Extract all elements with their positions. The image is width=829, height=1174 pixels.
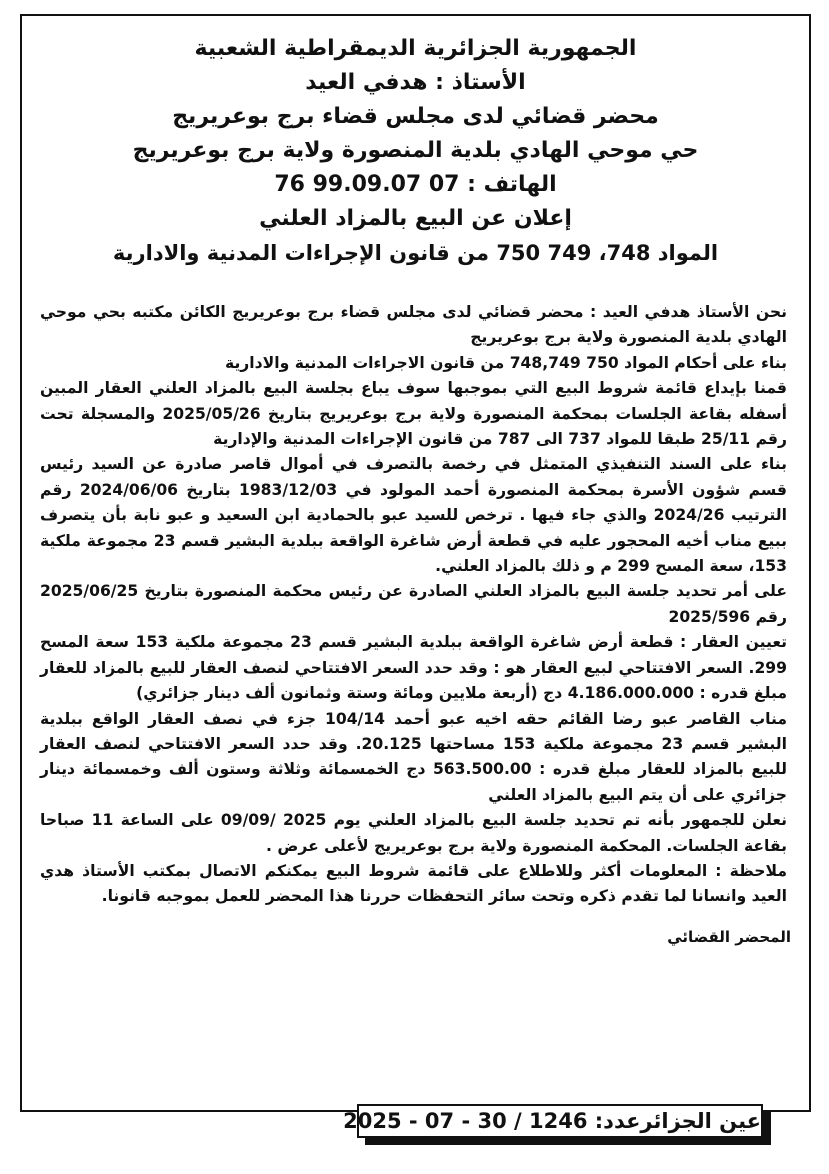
paragraph-session: نعلن للجمهور بأنه تم تحديد جلسة البيع بالمزاد العلني يوم 2025 /09/09 على الساعة 11 صباحا بقاعة الجلسات. المحكمة المنصورة ولاية برج بوعريريج لأعلى عرض . xyxy=(40,811,787,855)
publication-reference: عين الجزائرعدد: 1246 / 30 - 07 - 2025 xyxy=(357,1104,763,1138)
paragraph-executive-title: بناء على السند التنفيذي المتمثل في رخصة بالتصرف في أموال قاصر صادرة عن السيد رئيس قسم شؤون الأسرة بمحكمة المنصورة أحمد المولود في 1983/12/03 بتاريخ 2024/06/06 رقم الترتيب 2024/26 والذي جاء فيها . ترخص للسيد عبو بالحمادية ابن السعيد و عبو نابة بأن يتصرف ببيع مناب أخيه المحجور عليه في قطعة أرض شاغرة الواقعة ببلدية البشير قسم 23 مجموعة ملكية 153، سعة المسح 299 م و ذلك بالمزاد العلني. xyxy=(40,455,787,576)
republic-title: الجمهورية الجزائرية الديمقراطية الشعبية xyxy=(194,36,637,61)
bailiff-phone: الهاتف : 07 99.09.07 76 xyxy=(274,172,557,197)
bailiff-court: محضر قضائي لدى مجلس قضاء برج بوعريريج xyxy=(172,104,659,129)
bailiff-name: الأستاذ : هدفي العيد xyxy=(305,70,526,95)
signature: المحضر القضائي xyxy=(667,927,791,946)
paragraph-share: مناب القاصر عبو رضا القائم حقه اخيه عبو أحمد 104/14 جزء في نصف العقار الواقع ببلدية البشير قسم 23 مجموعة ملكية 153 مساحتها 20.125. وقد حدد السعر الافتتاحي لنصف العقار للبيع بالمزاد للعقار مبلغ قدره : 563.500.00 دج الخمسمائة وثلاثة وستون ألف وخمسمائة دينار جزائري على أن يتم البيع بالمزاد العلني xyxy=(40,709,787,804)
paragraph-note: ملاحظة : المعلومات أكثر وللاطلاع على قائمة شروط البيع يمكنكم الاتصال بمكتب الأستاذ هدي العيد وانسانا لما تقدم ذكره وتحت سائر التحفظات حررنا هذا المحضر للعمل بموجبه قانونا. xyxy=(40,861,787,906)
paragraph-legal-basis: بناء على أحكام المواد 750 748,749 من قانون الاجراءات المدنية والادارية xyxy=(224,353,787,372)
paragraph-deposit: قمنا بإيداع قائمة شروط البيع التي بموجبها سوف يباع بجلسة البيع بالمزاد العلني العقار المبين أسفله بقاعة الجلسات بمحكمة المنصورة ولاية برج بوعريريج بتاريخ 2025/05/26 والمسجلة تحت رقم 25/11 طبقا للمواد 737 الى 787 من قانون الإجراءات المدنية والإدارية xyxy=(40,379,787,449)
announcement-title: إعلان عن البيع بالمزاد العلني xyxy=(259,206,572,231)
announcement-frame xyxy=(20,14,811,1112)
paragraph-order: على أمر تحديد جلسة البيع بالمزاد العلني الصادرة عن رئيس محكمة المنصورة بتاريخ 2025/06/25 رقم 2025/596 xyxy=(40,582,787,626)
paragraph-intro: نحن الأستاذ هدفي العيد : محضر قضائي لدى مجلس قضاء برج بوعريريج الكائن مكتبه بحي موحي الهادي بلدية المنصورة ولاية برج بوعريريج xyxy=(40,303,787,347)
announcement-body xyxy=(22,300,809,910)
bailiff-address: حي موحي الهادي بلدية المنصورة ولاية برج بوعريريج xyxy=(132,138,699,163)
legal-articles: المواد 748، 749 750 من قانون الإجراءات المدنية والادارية xyxy=(112,241,719,265)
announcement-header xyxy=(22,16,809,270)
paragraph-property: تعيين العقار : قطعة أرض شاغرة الواقعة ببلدية البشير قسم 23 مجموعة ملكية 153 سعة المسح 299. السعر الافتتاحي لبيع العقار هو : وقد حدد السعر الافتتاحي لنصف العقار للبيع بالمزاد للعقار مبلغ قدره : 4.186.000.000 دج (أربعة ملايين ومائة وستة وثمانون ألف دينار جزائري) xyxy=(40,633,787,703)
